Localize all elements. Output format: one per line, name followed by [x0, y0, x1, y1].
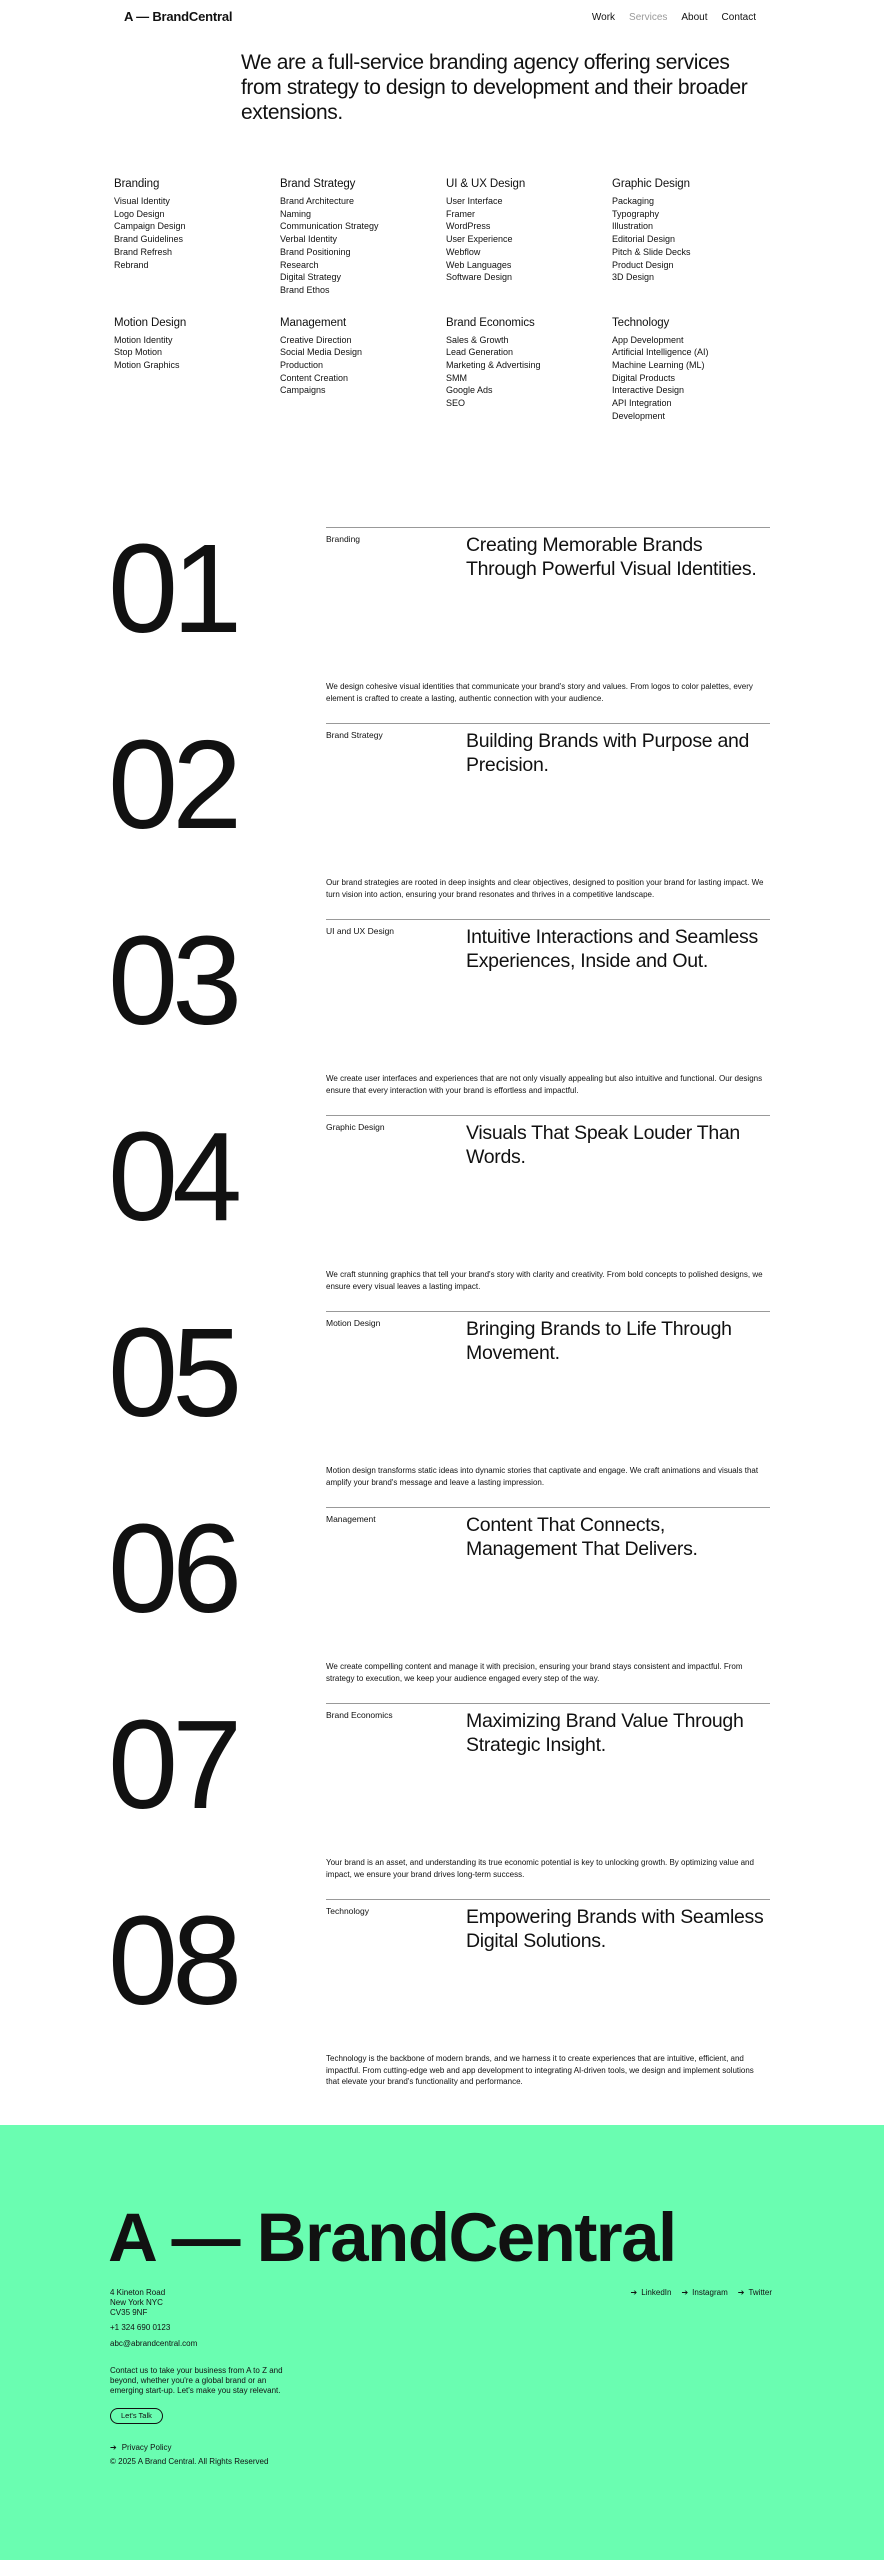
footer-logo: A — BrandCentral — [108, 2199, 676, 2276]
section-description: Your brand is an asset, and understanding its true economic potential is key to unlocking growth. By optimizing value and impact, we ensure your brand drives long-term success. — [326, 1858, 754, 1879]
address-line: New York NYC — [110, 2297, 163, 2307]
service-group — [280, 317, 446, 423]
section-heading: Empowering Brands with Seamless Digital Solutions. — [466, 1906, 764, 1952]
service-item: Brand Architecture — [280, 196, 355, 206]
service-item: Verbal Identity — [280, 234, 338, 245]
service-item: Visual Identity — [114, 196, 170, 206]
service-item: Framer — [446, 208, 475, 219]
section-heading: Creating Memorable Brands Through Powerful Visual Identities. — [466, 534, 757, 580]
section-number: 06 — [108, 1498, 237, 1639]
section-divider — [326, 527, 770, 528]
section-heading: Content That Connects, Management That Delivers. — [466, 1514, 698, 1560]
section-number: 07 — [108, 1694, 237, 1835]
service-item: Packaging — [612, 196, 655, 206]
section-heading: Intuitive Interactions and Seamless Experiences, Inside and Out. — [466, 926, 758, 972]
service-list — [446, 334, 612, 410]
main-nav — [592, 12, 756, 23]
service-section — [108, 518, 770, 723]
service-item: Typography — [612, 208, 660, 219]
address-line: CV35 9NF — [110, 2307, 148, 2317]
service-group — [446, 317, 612, 423]
section-description: We craft stunning graphics that tell your brand's story with clarity and creativity. From bold concepts to polished designs, we ensure every visual leaves a lasting impact. — [326, 1270, 763, 1291]
service-item: SMM — [446, 372, 467, 383]
service-group — [612, 317, 778, 423]
section-number: 04 — [108, 1106, 237, 1247]
copyright: © 2025 A Brand Central. All Rights Reserved — [110, 2457, 269, 2466]
service-item: Development — [612, 410, 666, 421]
service-list — [114, 334, 280, 372]
service-group — [612, 178, 778, 297]
service-section — [108, 910, 770, 1115]
service-item: Brand Refresh — [114, 246, 173, 257]
service-item: Creative Direction — [280, 334, 352, 345]
social-label: Instagram — [692, 2288, 728, 2297]
section-label: Brand Strategy — [326, 730, 383, 740]
service-item: Naming — [280, 208, 312, 219]
service-item: User Interface — [446, 196, 503, 206]
section-description: We create user interfaces and experiences that are not only visually appealing but also intuitive and functional. Our designs ensure that every interaction with your brand is effortless and impactful. — [326, 1074, 763, 1095]
service-item: Digital Strategy — [280, 272, 342, 283]
service-section — [108, 714, 770, 919]
section-divider — [326, 723, 770, 724]
service-item: API Integration — [612, 398, 672, 409]
section-label: Motion Design — [326, 1318, 381, 1328]
service-item: Communication Strategy — [280, 221, 379, 232]
site-header — [0, 0, 884, 36]
service-list — [114, 195, 280, 271]
service-list — [280, 334, 446, 398]
service-item: Marketing & Advertising — [446, 360, 541, 371]
service-item: Production — [280, 360, 324, 371]
section-label: Management — [326, 1514, 376, 1524]
address-line: 4 Kineton Road — [110, 2288, 166, 2297]
service-group — [280, 178, 446, 297]
section-description: Technology is the backbone of modern brands, and we harness it to create experiences that are intuitive, efficient, and impactful. From cutting-edge web and app development to integrating AI-driven tools, we design and implement solutions that elevate your brand's functionality and performance. — [326, 2054, 754, 2086]
footer-contact-text: Contact us to take your business from A to Z and beyond, whether you're a global brand or an emerging start-up. Let's make you stay relevant. — [110, 2366, 283, 2395]
service-group-title: Management — [280, 316, 347, 329]
service-item: Pitch & Slide Decks — [612, 246, 691, 257]
service-item: Campaign Design — [114, 221, 186, 232]
service-item: Campaigns — [280, 385, 326, 396]
service-section — [108, 1302, 770, 1507]
service-item: App Development — [612, 334, 684, 345]
service-item: Stop Motion — [114, 347, 163, 358]
section-heading: Building Brands with Purpose and Precision. — [466, 730, 750, 776]
service-group — [114, 317, 280, 423]
service-section — [108, 1498, 770, 1703]
section-description: We create compelling content and manage it with precision, ensuring your brand stays consistent and impactful. From strategy to execution, we keep your audience engaged every step of the way. — [326, 1662, 743, 1683]
service-item: Webflow — [446, 246, 481, 257]
service-item: Sales & Growth — [446, 334, 509, 345]
services-grid — [114, 178, 779, 423]
service-item: Research — [280, 259, 319, 270]
service-group-title: Brand Strategy — [280, 178, 356, 190]
section-divider — [326, 1899, 770, 1900]
service-item: Artificial Intelligence (AI) — [612, 347, 709, 358]
service-group-title: Motion Design — [114, 316, 187, 329]
service-item: Editorial Design — [612, 234, 676, 245]
service-item: 3D Design — [612, 272, 655, 283]
section-heading: Maximizing Brand Value Through Strategic Insight. — [466, 1710, 744, 1756]
section-label: UI and UX Design — [326, 926, 395, 936]
site-logo[interactable]: A — BrandCentral — [124, 9, 233, 24]
arrow-right-icon: ➔ — [681, 2288, 689, 2297]
arrow-right-icon: ➔ — [630, 2288, 638, 2297]
service-item: Content Creation — [280, 372, 349, 383]
service-section — [108, 1106, 770, 1311]
service-list — [612, 334, 778, 423]
service-item: Product Design — [612, 259, 674, 270]
section-divider — [326, 919, 770, 920]
footer-phone[interactable]: +1 324 690 0123 — [110, 2323, 171, 2332]
nav-contact[interactable]: Contact — [721, 12, 756, 23]
service-item: Social Media Design — [280, 347, 363, 358]
service-group-title: Brand Economics — [446, 316, 535, 329]
service-section — [108, 1890, 770, 2095]
section-label: Brand Economics — [326, 1710, 393, 1720]
service-item: Digital Products — [612, 372, 676, 383]
lets-talk-button[interactable]: Let's Talk — [110, 2408, 163, 2424]
service-item: Motion Graphics — [114, 360, 180, 371]
footer-email[interactable]: abc@abrandcentral.com — [110, 2339, 198, 2348]
section-number: 05 — [108, 1302, 237, 1443]
service-item: WordPress — [446, 221, 491, 232]
service-item: Logo Design — [114, 208, 165, 219]
service-item: Rebrand — [114, 259, 149, 270]
section-divider — [326, 1703, 770, 1704]
nav-about[interactable]: About — [681, 12, 708, 23]
section-description: We design cohesive visual identities that communicate your brand's story and values. From logos to color palettes, every element is crafted to create a lasting, authentic connection with your audience. — [326, 682, 753, 703]
section-number: 02 — [108, 714, 237, 855]
service-item: Lead Generation — [446, 347, 514, 358]
social-linkedin[interactable] — [631, 2288, 672, 2297]
section-number: 08 — [108, 1890, 237, 2031]
service-item: Machine Learning (ML) — [612, 360, 705, 371]
service-item: SEO — [446, 398, 466, 409]
service-item: User Experience — [446, 234, 513, 245]
service-item: Software Design — [446, 272, 513, 283]
social-label: LinkedIn — [641, 2288, 672, 2297]
section-divider — [326, 1507, 770, 1508]
service-item: Brand Ethos — [280, 284, 330, 295]
arrow-right-icon: ➔ — [737, 2288, 745, 2297]
nav-work[interactable]: Work — [591, 12, 616, 23]
service-group-title: UI & UX Design — [446, 178, 526, 190]
footer-address — [110, 2288, 165, 2317]
nav-services[interactable]: Services — [629, 12, 668, 23]
social-label: Twitter — [748, 2288, 772, 2297]
section-number: 03 — [108, 910, 237, 1051]
section-divider — [326, 1311, 770, 1312]
service-item: Web Languages — [446, 259, 512, 270]
service-item: Brand Positioning — [280, 246, 351, 257]
service-item: Google Ads — [446, 385, 493, 396]
social-twitter[interactable] — [738, 2288, 772, 2297]
service-item: Brand Guidelines — [114, 234, 184, 245]
section-description: Motion design transforms static ideas into dynamic stories that captivate and engage. We craft animations and visuals that amplify your brand's message and leave a lasting impression. — [326, 1466, 759, 1487]
service-item: Illustration — [612, 221, 654, 232]
site-footer — [0, 2125, 884, 2560]
service-list — [612, 195, 778, 284]
service-group-title: Technology — [612, 316, 670, 329]
section-label: Branding — [326, 534, 361, 544]
service-group-title: Graphic Design — [612, 178, 690, 190]
intro-statement: We are a full-service branding agency offering services from strategy to design to development and their broader extensions. — [241, 51, 748, 124]
service-list — [446, 195, 612, 284]
privacy-link[interactable] — [110, 2443, 172, 2452]
social-instagram[interactable] — [681, 2288, 727, 2297]
service-list — [280, 195, 446, 297]
service-group — [114, 178, 280, 297]
service-group — [446, 178, 612, 297]
social-links — [631, 2288, 773, 2297]
arrow-right-icon: ➔ — [110, 2443, 117, 2452]
service-item: Motion Identity — [114, 334, 173, 345]
service-group-title: Branding — [114, 178, 160, 190]
section-label: Graphic Design — [326, 1122, 385, 1132]
section-heading: Visuals That Speak Louder Than Words. — [466, 1122, 740, 1168]
section-number: 01 — [108, 518, 237, 659]
section-heading: Bringing Brands to Life Through Movement. — [466, 1318, 732, 1364]
section-description: Our brand strategies are rooted in deep insights and clear objectives, designed to position your brand for lasting impact. We turn vision into action, ensuring your brand resonates and thrives in a competitive landscape. — [326, 878, 764, 899]
privacy-label: Privacy Policy — [121, 2443, 172, 2452]
section-label: Technology — [326, 1906, 370, 1916]
service-section — [108, 1694, 770, 1899]
section-divider — [326, 1115, 770, 1116]
service-item: Interactive Design — [612, 385, 685, 396]
